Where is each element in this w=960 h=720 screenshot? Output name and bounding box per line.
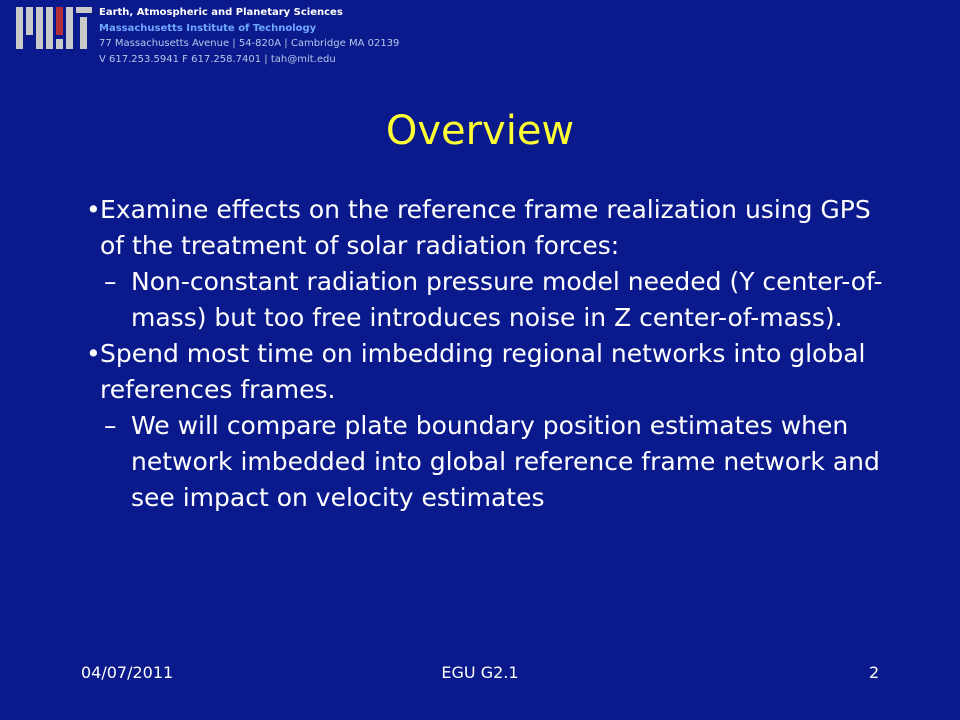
bullet-mark: •	[86, 195, 101, 224]
slide-title: Overview	[385, 108, 575, 154]
sub-bullet-item	[86, 264, 896, 336]
footer-date: 04/07/2011	[81, 663, 174, 682]
institution-header	[99, 5, 399, 67]
dash-mark: –	[104, 267, 117, 296]
footer-event: EGU G2.1	[441, 663, 519, 682]
address: 77 Massachusetts Avenue | 54-820A | Cambridge MA 02139	[99, 38, 400, 49]
slide-body	[86, 192, 896, 516]
sub-bullet-text: Non-constant radiation pressure model needed (Y center-of-mass) but too free introduces noise in Z center-of-mass).	[131, 267, 883, 332]
bullet-item	[86, 336, 896, 408]
mit-logo-icon	[16, 7, 92, 49]
sub-bullet-text: We will compare plate boundary position estimates when network imbedded into global reference frame network and see impact on velocity estimates	[131, 411, 880, 512]
slide-number: 2	[869, 663, 880, 682]
institute-name: Massachusetts Institute of Technology	[99, 22, 317, 34]
bullet-mark: •	[86, 339, 101, 368]
bullet-text: Spend most time on imbedding regional networks into global references frames.	[100, 339, 866, 404]
sub-bullet-item	[86, 408, 896, 516]
bullet-text: Examine effects on the reference frame realization using GPS of the treatment of solar radiation forces:	[100, 195, 871, 260]
contact-info: V 617.253.5941 F 617.258.7401 | tah@mit.edu	[99, 53, 336, 65]
bullet-item	[86, 192, 896, 264]
department-name: Earth, Atmospheric and Planetary Sciences	[99, 7, 343, 18]
dash-mark: –	[104, 411, 117, 440]
